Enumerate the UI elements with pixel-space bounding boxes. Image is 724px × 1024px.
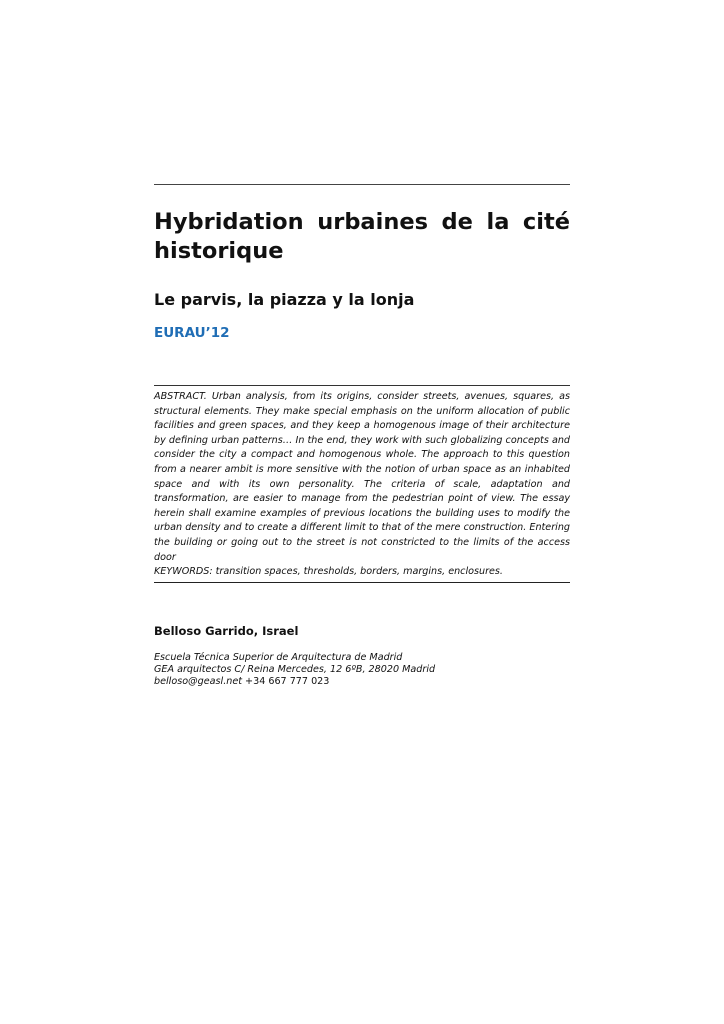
author-name: Belloso Garrido, Israel xyxy=(154,624,299,638)
affiliation-contact xyxy=(154,676,570,688)
abstract-section xyxy=(154,385,570,583)
author-email[interactable]: belloso@geasl.net xyxy=(154,676,242,688)
header-rule xyxy=(154,184,570,185)
abstract-text: ABSTRACT. Urban analysis, from its origins, consider streets, avenues, squares, as structural elements. They make special emphasis on the uniform allocation of public facilities and green spaces, and they keep a homogenous image of their architecture by defining urban patterns… In the end, they work with such globalizing concepts and consider the city a compact and homogenous whole. The approach to this question from a nearer ambit is more sensitive with the notion of urban space as an inhabited space and with its own personality. The criteria of scale, adaptation and transformation, are easier to manage from the pedestrian point of view. The essay herein shall examine examples of previous locations the building uses to modify the urban density and to create a different limit to that of the mere construction. Entering the building or going out to the street is not constricted to the limits of the access door xyxy=(154,391,570,563)
paper-subtitle: Le parvis, la piazza y la lonja xyxy=(154,290,415,309)
affiliation-address: GEA arquitectos C/ Reina Mercedes, 12 6ºB, 28020 Madrid xyxy=(154,664,436,676)
author-affiliation xyxy=(154,652,570,689)
conference-label: EURAU’12 xyxy=(154,325,230,341)
paper-title: Hybridation urbaines de la cité historique xyxy=(154,209,570,264)
author-phone: +34 667 777 023 xyxy=(245,676,330,688)
affiliation-institution: Escuela Técnica Superior de Arquitectura de Madrid xyxy=(154,652,403,663)
keywords-text: KEYWORDS: transition spaces, thresholds, borders, margins, enclosures. xyxy=(154,566,503,578)
